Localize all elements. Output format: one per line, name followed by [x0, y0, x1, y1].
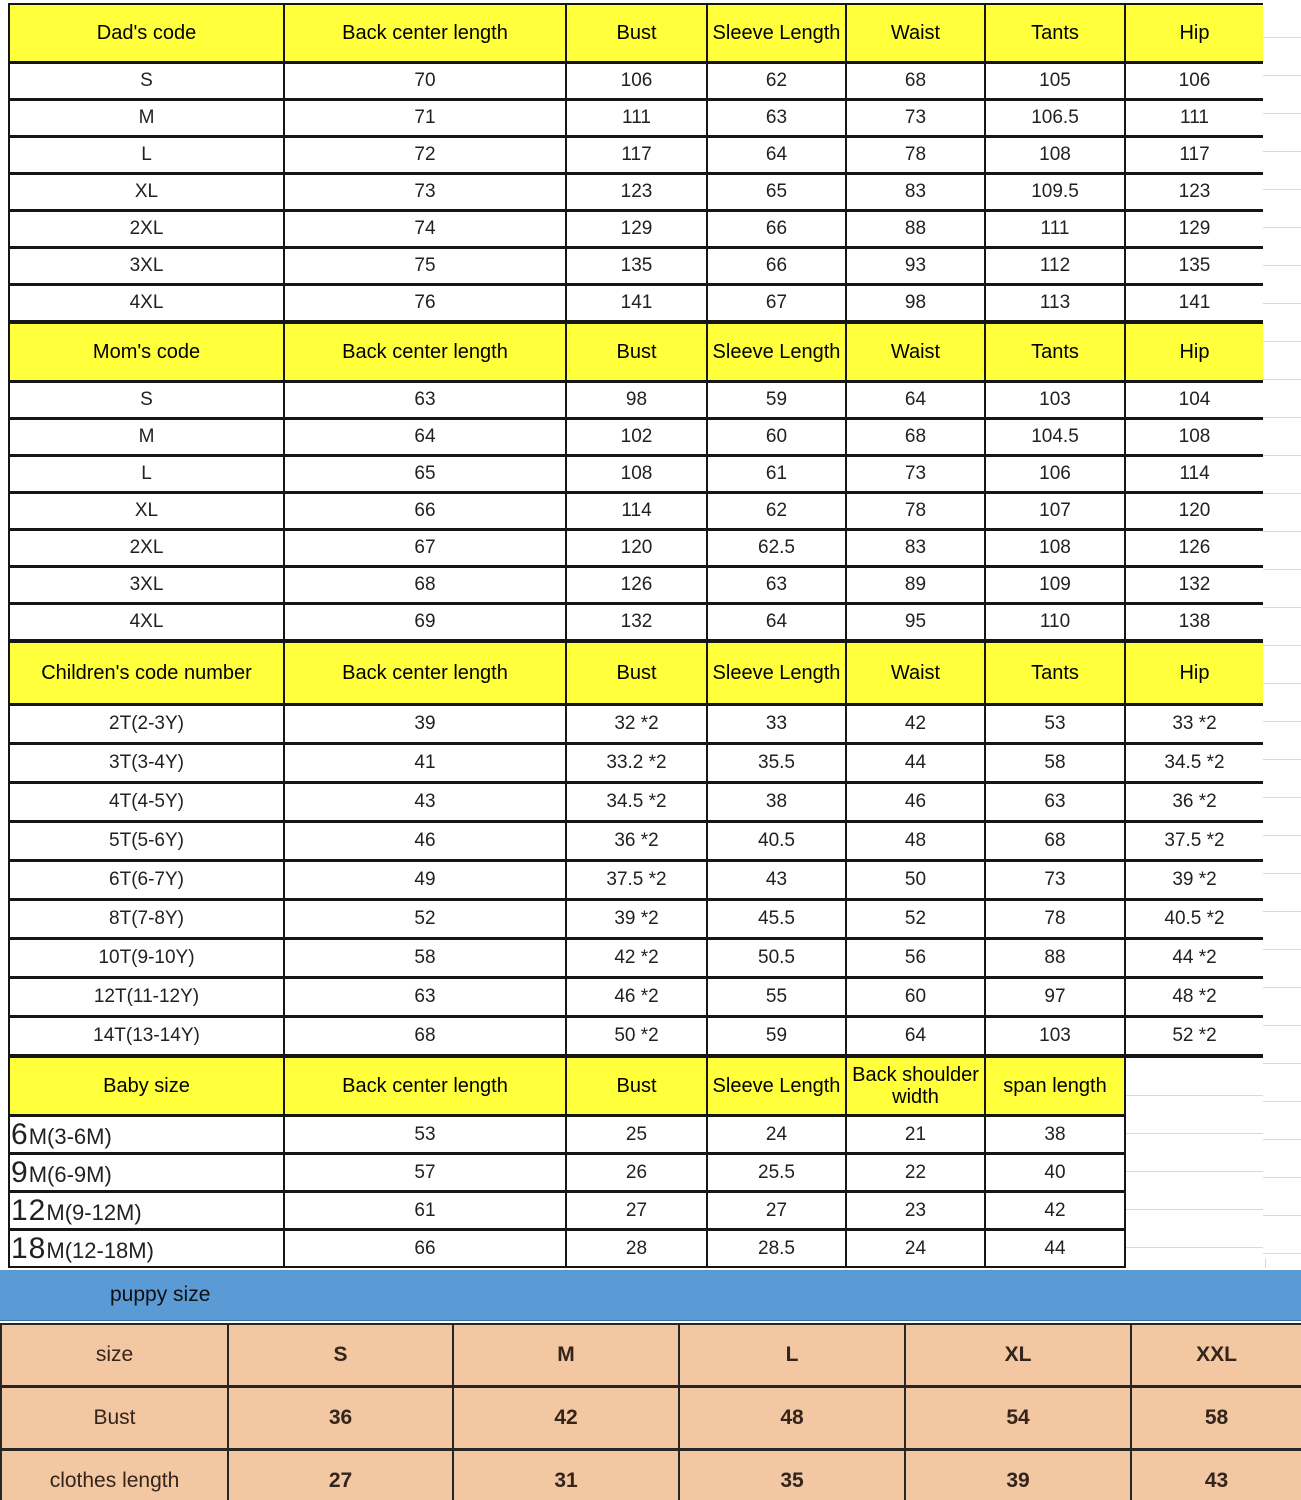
size-value: 42	[985, 1192, 1125, 1230]
size-value: 129	[566, 211, 707, 248]
size-row	[9, 604, 1264, 641]
size-value: 40.5 *2	[1125, 900, 1264, 939]
size-value: 64	[707, 137, 846, 174]
row-label: 12T(11-12Y)	[9, 978, 284, 1017]
size-value: 78	[846, 137, 985, 174]
puppy-value: 27	[228, 1450, 453, 1500]
baby-size-range: M(3-6M)	[28, 1123, 112, 1149]
size-value: 59	[707, 382, 846, 419]
size-row	[9, 248, 1264, 285]
puppy-header-row	[1, 1324, 1301, 1387]
header-row	[9, 323, 1264, 382]
table-body	[9, 1116, 1125, 1268]
size-value: 41	[284, 744, 566, 783]
size-value: 39 *2	[566, 900, 707, 939]
size-value: 24	[846, 1230, 985, 1268]
size-value: 36 *2	[1125, 783, 1264, 822]
column-header-bust: Bust	[566, 4, 707, 63]
size-value: 105	[985, 63, 1125, 100]
size-value: 69	[284, 604, 566, 641]
size-value: 98	[846, 285, 985, 322]
size-value: 111	[985, 211, 1125, 248]
puppy-size-table	[0, 1323, 1301, 1500]
size-row	[9, 456, 1264, 493]
size-value: 132	[1125, 567, 1264, 604]
size-value: 55	[707, 978, 846, 1017]
size-value: 132	[566, 604, 707, 641]
row-label: 6T(6-7Y)	[9, 861, 284, 900]
column-header-waist: Waist	[846, 323, 985, 382]
size-value: 64	[284, 419, 566, 456]
row-label: 10T(9-10Y)	[9, 939, 284, 978]
baby-size-table	[8, 1056, 1126, 1268]
size-row	[9, 530, 1264, 567]
puppy-column-header-xl: XL	[905, 1324, 1131, 1387]
column-header-bust: Bust	[566, 323, 707, 382]
size-value: 70	[284, 63, 566, 100]
puppy-column-header-xxl: XXL	[1131, 1324, 1301, 1387]
table-body	[9, 382, 1264, 641]
row-label: 2T(2-3Y)	[9, 705, 284, 744]
size-value: 57	[284, 1154, 566, 1192]
size-value: 68	[284, 567, 566, 604]
puppy-row	[1, 1387, 1301, 1450]
size-row	[9, 211, 1264, 248]
size-value: 40.5	[707, 822, 846, 861]
size-value: 123	[566, 174, 707, 211]
column-header-span-length: span length	[985, 1057, 1125, 1116]
row-label: S	[9, 63, 284, 100]
size-value: 109	[985, 567, 1125, 604]
size-row	[9, 1192, 1125, 1230]
size-value: 24	[707, 1116, 846, 1154]
row-label: XL	[9, 493, 284, 530]
size-value: 33.2 *2	[566, 744, 707, 783]
row-label: 4T(4-5Y)	[9, 783, 284, 822]
header-row	[9, 642, 1264, 705]
puppy-value: 58	[1131, 1387, 1301, 1450]
size-value: 48 *2	[1125, 978, 1264, 1017]
column-header-back-shoulder-width: Back shoulder width	[846, 1057, 985, 1116]
size-value: 25	[566, 1116, 707, 1154]
row-label: 8T(7-8Y)	[9, 900, 284, 939]
size-row	[9, 1017, 1264, 1056]
size-value: 39	[284, 705, 566, 744]
row-label: S	[9, 382, 284, 419]
column-header-back-center-length: Back center length	[284, 1057, 566, 1116]
size-value: 109.5	[985, 174, 1125, 211]
row-label: 5T(5-6Y)	[9, 822, 284, 861]
size-value: 32 *2	[566, 705, 707, 744]
size-value: 67	[707, 285, 846, 322]
size-value: 63	[284, 382, 566, 419]
size-row	[9, 137, 1264, 174]
size-value: 33	[707, 705, 846, 744]
size-value: 65	[707, 174, 846, 211]
size-value: 73	[846, 456, 985, 493]
size-value: 112	[985, 248, 1125, 285]
column-header-waist: Waist	[846, 642, 985, 705]
puppy-value: 31	[453, 1450, 679, 1500]
puppy-row-label: Bust	[1, 1387, 228, 1450]
size-value: 95	[846, 604, 985, 641]
size-value: 106.5	[985, 100, 1125, 137]
size-row	[9, 493, 1264, 530]
size-value: 106	[1125, 63, 1264, 100]
puppy-column-header-m: M	[453, 1324, 679, 1387]
size-value: 38	[985, 1116, 1125, 1154]
size-value: 27	[707, 1192, 846, 1230]
size-value: 73	[985, 861, 1125, 900]
column-header-hip: Hip	[1125, 323, 1264, 382]
column-header-tants: Tants	[985, 4, 1125, 63]
size-value: 60	[846, 978, 985, 1017]
size-value: 27	[566, 1192, 707, 1230]
size-value: 56	[846, 939, 985, 978]
size-value: 50 *2	[566, 1017, 707, 1056]
size-value: 108	[985, 530, 1125, 567]
dads-size-table	[8, 3, 1265, 322]
table-body	[9, 705, 1264, 1056]
column-header-bust: Bust	[566, 642, 707, 705]
size-value: 129	[1125, 211, 1264, 248]
row-label: 4XL	[9, 285, 284, 322]
size-value: 83	[846, 174, 985, 211]
baby-size-range: M(9-12M)	[46, 1199, 142, 1225]
size-value: 53	[985, 705, 1125, 744]
size-value: 66	[707, 248, 846, 285]
size-value: 35.5	[707, 744, 846, 783]
puppy-column-header-s: S	[228, 1324, 453, 1387]
size-value: 28.5	[707, 1230, 846, 1268]
size-value: 73	[284, 174, 566, 211]
size-value: 66	[284, 493, 566, 530]
size-value: 120	[1125, 493, 1264, 530]
column-header-back-center-length: Back center length	[284, 323, 566, 382]
column-header-sleeve-length: Sleeve Length	[707, 1057, 846, 1116]
size-value: 106	[566, 63, 707, 100]
size-value: 60	[707, 419, 846, 456]
size-value: 68	[846, 63, 985, 100]
size-value: 40	[985, 1154, 1125, 1192]
column-header-hip: Hip	[1125, 642, 1264, 705]
size-value: 111	[1125, 100, 1264, 137]
size-row	[9, 174, 1264, 211]
size-value: 117	[1125, 137, 1264, 174]
row-label	[9, 1192, 284, 1230]
column-header-waist: Waist	[846, 4, 985, 63]
size-value: 58	[985, 744, 1125, 783]
spreadsheet-gridlines-right	[1263, 0, 1301, 1258]
size-value: 88	[985, 939, 1125, 978]
column-header-bust: Bust	[566, 1057, 707, 1116]
puppy-size-band	[0, 1270, 1301, 1321]
size-value: 89	[846, 567, 985, 604]
size-value: 61	[707, 456, 846, 493]
column-header-sleeve-length: Sleeve Length	[707, 642, 846, 705]
puppy-body	[1, 1387, 1301, 1500]
size-value: 63	[707, 100, 846, 137]
puppy-value: 48	[679, 1387, 905, 1450]
size-row	[9, 100, 1264, 137]
size-row	[9, 285, 1264, 322]
size-value: 106	[985, 456, 1125, 493]
column-header-sleeve-length: Sleeve Length	[707, 323, 846, 382]
row-label: L	[9, 456, 284, 493]
size-value: 93	[846, 248, 985, 285]
puppy-row	[1, 1450, 1301, 1500]
row-label	[9, 1230, 284, 1268]
size-value: 64	[846, 1017, 985, 1056]
size-value: 108	[985, 137, 1125, 174]
puppy-value: 43	[1131, 1450, 1301, 1500]
size-row	[9, 783, 1264, 822]
size-value: 52	[846, 900, 985, 939]
size-value: 123	[1125, 174, 1264, 211]
size-value: 103	[985, 382, 1125, 419]
puppy-column-header-size: size	[1, 1324, 228, 1387]
puppy-value: 42	[453, 1387, 679, 1450]
row-label: XL	[9, 174, 284, 211]
size-value: 141	[566, 285, 707, 322]
size-value: 88	[846, 211, 985, 248]
size-value: 28	[566, 1230, 707, 1268]
size-value: 138	[1125, 604, 1264, 641]
row-label: M	[9, 100, 284, 137]
size-value: 74	[284, 211, 566, 248]
column-header-mom-s-code: Mom's code	[9, 323, 284, 382]
spreadsheet-gridlines-baby	[1126, 1056, 1266, 1268]
column-header-back-center-length: Back center length	[284, 4, 566, 63]
size-value: 68	[284, 1017, 566, 1056]
size-row	[9, 419, 1264, 456]
table-header	[9, 1057, 1125, 1116]
size-value: 68	[846, 419, 985, 456]
baby-size-range: M(6-9M)	[28, 1161, 112, 1187]
size-value: 46	[284, 822, 566, 861]
size-value: 65	[284, 456, 566, 493]
size-value: 58	[284, 939, 566, 978]
column-header-children-s-code-number: Children's code number	[9, 642, 284, 705]
size-value: 52 *2	[1125, 1017, 1264, 1056]
baby-size-number: 6	[11, 1117, 29, 1151]
row-label: 4XL	[9, 604, 284, 641]
size-row	[9, 567, 1264, 604]
size-value: 49	[284, 861, 566, 900]
puppy-row-label: clothes length	[1, 1450, 228, 1500]
size-value: 64	[846, 382, 985, 419]
size-value: 71	[284, 100, 566, 137]
header-row	[9, 4, 1264, 63]
size-value: 126	[1125, 530, 1264, 567]
size-value: 62	[707, 493, 846, 530]
size-value: 126	[566, 567, 707, 604]
size-value: 110	[985, 604, 1125, 641]
size-value: 97	[985, 978, 1125, 1017]
size-value: 53	[284, 1116, 566, 1154]
size-value: 39 *2	[1125, 861, 1264, 900]
size-value: 34.5 *2	[566, 783, 707, 822]
size-value: 50	[846, 861, 985, 900]
children-size-table	[8, 641, 1265, 1056]
size-value: 21	[846, 1116, 985, 1154]
size-value: 42 *2	[566, 939, 707, 978]
row-label: M	[9, 419, 284, 456]
size-value: 37.5 *2	[1125, 822, 1264, 861]
puppy-value: 35	[679, 1450, 905, 1500]
size-value: 108	[566, 456, 707, 493]
size-row	[9, 861, 1264, 900]
row-label: L	[9, 137, 284, 174]
size-value: 104	[1125, 382, 1264, 419]
size-row	[9, 900, 1264, 939]
row-label: 2XL	[9, 530, 284, 567]
size-value: 44	[846, 744, 985, 783]
size-value: 114	[566, 493, 707, 530]
row-label	[9, 1154, 284, 1192]
size-value: 66	[707, 211, 846, 248]
size-value: 135	[1125, 248, 1264, 285]
size-row	[9, 705, 1264, 744]
header-row	[9, 1057, 1125, 1116]
puppy-value: 36	[228, 1387, 453, 1450]
size-value: 43	[284, 783, 566, 822]
size-value: 135	[566, 248, 707, 285]
baby-size-section	[8, 1056, 1301, 1268]
size-value: 76	[284, 285, 566, 322]
size-value: 62.5	[707, 530, 846, 567]
size-value: 44	[985, 1230, 1125, 1268]
size-value: 48	[846, 822, 985, 861]
table-body	[9, 63, 1264, 322]
size-value: 63	[707, 567, 846, 604]
baby-size-number: 12	[11, 1193, 47, 1227]
size-value: 46	[846, 783, 985, 822]
size-value: 52	[284, 900, 566, 939]
size-value: 98	[566, 382, 707, 419]
size-value: 61	[284, 1192, 566, 1230]
size-value: 103	[985, 1017, 1125, 1056]
size-value: 34.5 *2	[1125, 744, 1264, 783]
size-value: 104.5	[985, 419, 1125, 456]
baby-size-range: M(12-18M)	[46, 1237, 154, 1263]
size-value: 44 *2	[1125, 939, 1264, 978]
size-row	[9, 1116, 1125, 1154]
size-value: 114	[1125, 456, 1264, 493]
size-value: 63	[985, 783, 1125, 822]
size-value: 107	[985, 493, 1125, 530]
puppy-value: 54	[905, 1387, 1131, 1450]
table-header	[9, 323, 1264, 382]
row-label: 3XL	[9, 248, 284, 285]
puppy-column-header-l: L	[679, 1324, 905, 1387]
size-value: 108	[1125, 419, 1264, 456]
size-value: 78	[846, 493, 985, 530]
row-label: 14T(13-14Y)	[9, 1017, 284, 1056]
size-row	[9, 978, 1264, 1017]
size-value: 62	[707, 63, 846, 100]
size-value: 78	[985, 900, 1125, 939]
size-value: 43	[707, 861, 846, 900]
column-header-hip: Hip	[1125, 4, 1264, 63]
size-value: 72	[284, 137, 566, 174]
size-value: 26	[566, 1154, 707, 1192]
row-label: 2XL	[9, 211, 284, 248]
size-row	[9, 63, 1264, 100]
size-value: 68	[985, 822, 1125, 861]
size-value: 102	[566, 419, 707, 456]
puppy-value: 39	[905, 1450, 1131, 1500]
size-value: 83	[846, 530, 985, 567]
table-header	[9, 4, 1264, 63]
column-header-tants: Tants	[985, 642, 1125, 705]
row-label	[9, 1116, 284, 1154]
column-header-sleeve-length: Sleeve Length	[707, 4, 846, 63]
size-value: 37.5 *2	[566, 861, 707, 900]
size-value: 59	[707, 1017, 846, 1056]
size-value: 50.5	[707, 939, 846, 978]
size-row	[9, 382, 1264, 419]
column-header-tants: Tants	[985, 323, 1125, 382]
size-row	[9, 1154, 1125, 1192]
moms-size-table	[8, 322, 1265, 641]
size-value: 45.5	[707, 900, 846, 939]
size-value: 23	[846, 1192, 985, 1230]
size-row	[9, 822, 1264, 861]
size-value: 66	[284, 1230, 566, 1268]
column-header-back-center-length: Back center length	[284, 642, 566, 705]
size-value: 113	[985, 285, 1125, 322]
baby-size-number: 9	[11, 1155, 29, 1189]
size-value: 38	[707, 783, 846, 822]
puppy-size-band-label: puppy size	[110, 1283, 211, 1306]
baby-size-number: 18	[11, 1231, 47, 1265]
size-value: 25.5	[707, 1154, 846, 1192]
size-value: 141	[1125, 285, 1264, 322]
size-value: 42	[846, 705, 985, 744]
row-label: 3T(3-4Y)	[9, 744, 284, 783]
size-value: 117	[566, 137, 707, 174]
size-value: 73	[846, 100, 985, 137]
table-header	[9, 642, 1264, 705]
size-value: 75	[284, 248, 566, 285]
size-row	[9, 1230, 1125, 1268]
size-value: 64	[707, 604, 846, 641]
size-value: 33 *2	[1125, 705, 1264, 744]
column-header-dad-s-code: Dad's code	[9, 4, 284, 63]
size-value: 111	[566, 100, 707, 137]
size-value: 46 *2	[566, 978, 707, 1017]
size-row	[9, 744, 1264, 783]
size-value: 63	[284, 978, 566, 1017]
size-value: 36 *2	[566, 822, 707, 861]
size-value: 22	[846, 1154, 985, 1192]
size-value: 67	[284, 530, 566, 567]
row-label: 3XL	[9, 567, 284, 604]
column-header-baby-size: Baby size	[9, 1057, 284, 1116]
size-value: 120	[566, 530, 707, 567]
size-row	[9, 939, 1264, 978]
